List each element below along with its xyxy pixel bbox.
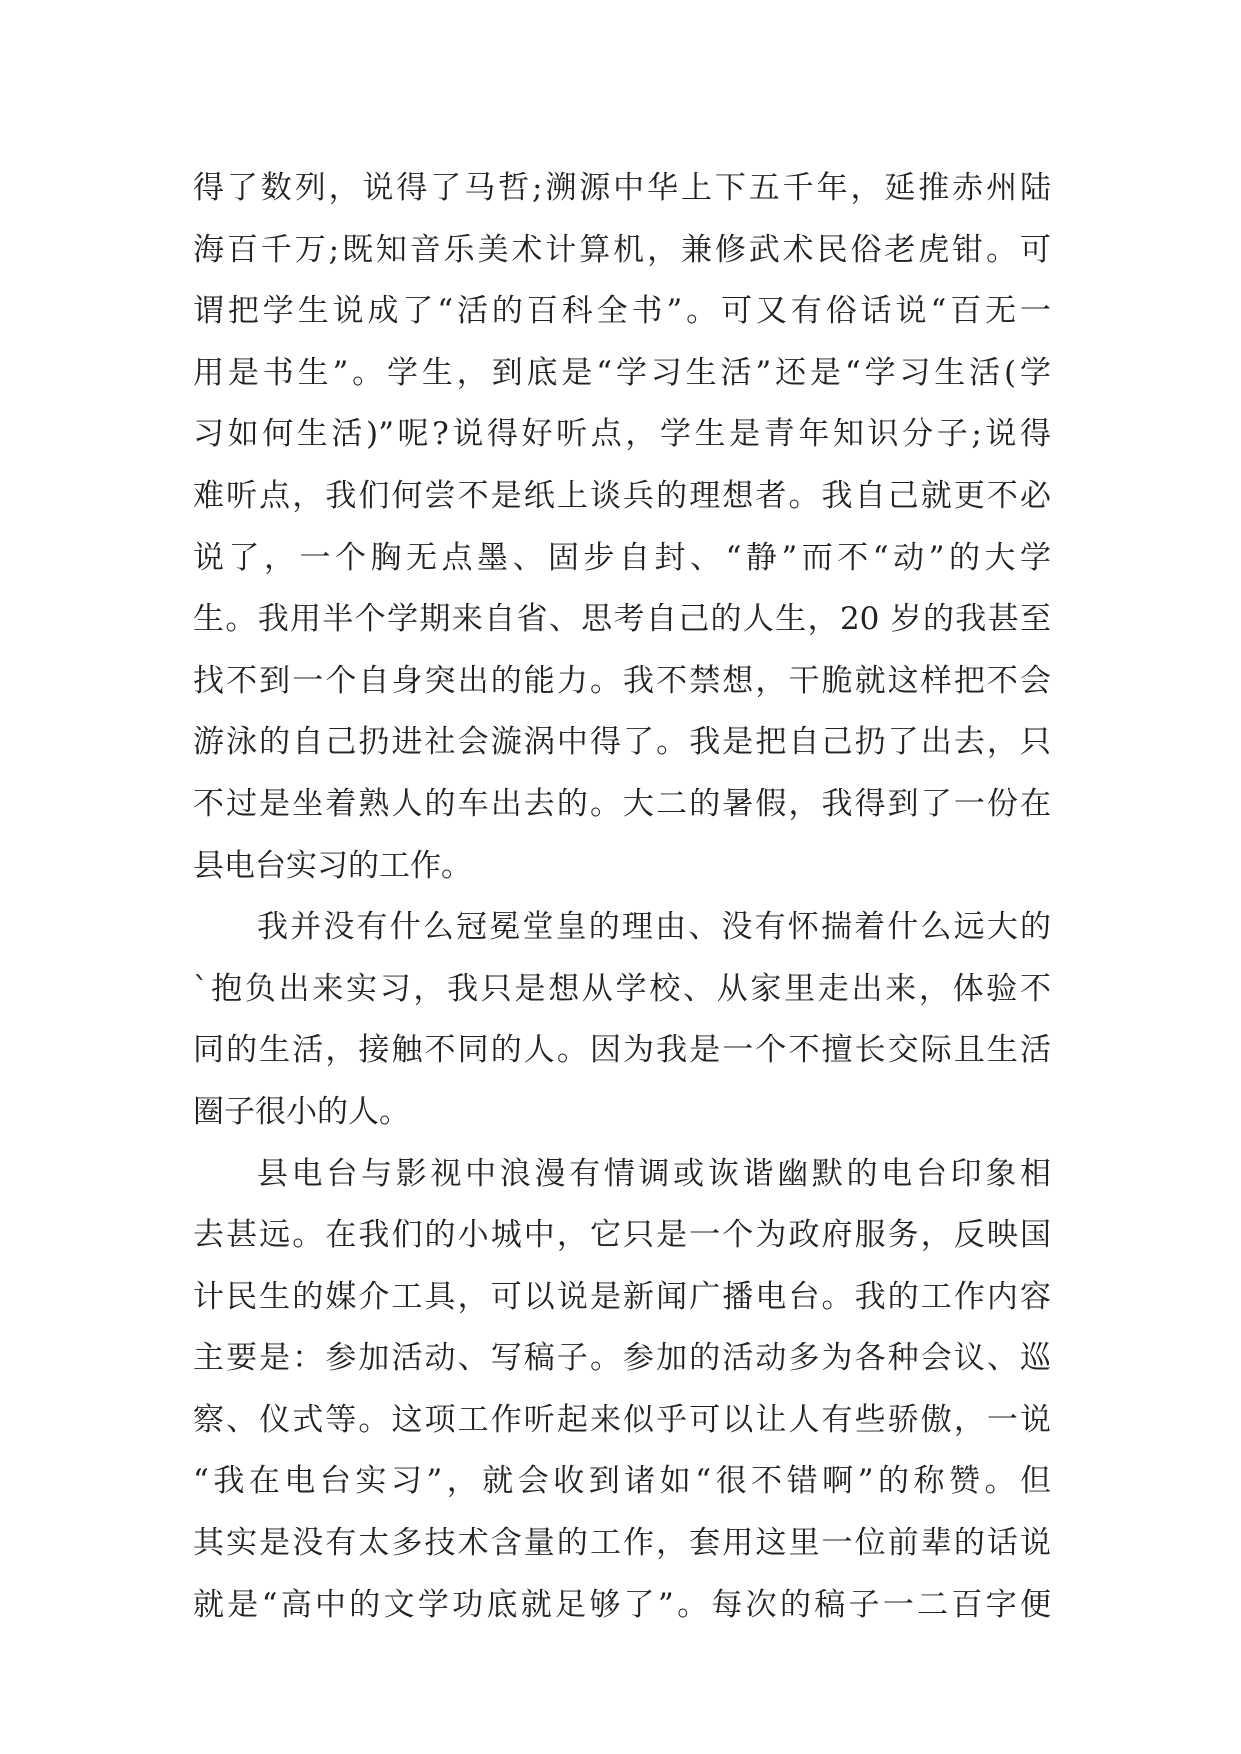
text-line: 县电台实习的工作。	[193, 847, 472, 884]
document-body	[193, 158, 1051, 1636]
text-line: 察、仪式等。这项工作听起来似乎可以让人有些骄傲，一说	[193, 1401, 1051, 1438]
text-line: 谓把学生说成了“活的百科全书”。可又有俗话说“百无一	[193, 293, 1051, 330]
text-line: 圈子很小的人。	[193, 1093, 410, 1130]
paragraph-3	[193, 1144, 1051, 1637]
text-line: 计民生的媒介工具，可以说是新闻广播电台。我的工作内容	[193, 1278, 1051, 1315]
text-line: 海百千万;既知音乐美术计算机，兼修武术民俗老虎钳。可	[193, 231, 1051, 268]
text-line: “我在电台实习”，就会收到诸如“很不错啊”的称赞。但	[193, 1463, 1051, 1500]
text-line: 游泳的自己扔进社会漩涡中得了。我是把自己扔了出去，只	[193, 724, 1051, 761]
text-line: 习如何生活)”呢?说得好听点，学生是青年知识分子;说得	[193, 416, 1051, 453]
text-line: 同的生活，接触不同的人。因为我是一个不擅长交际且生活	[193, 1032, 1051, 1069]
text-line: `抱负出来实习，我只是想从学校、从家里走出来，体验不	[193, 970, 1051, 1007]
text-line: 就是“高中的文学功底就足够了”。每次的稿子一二百字便	[193, 1586, 1051, 1623]
text-line: 说了，一个胸无点墨、固步自封、“静”而不“动”的大学	[193, 539, 1051, 576]
text-line: 难听点，我们何尝不是纸上谈兵的理想者。我自己就更不必	[193, 477, 1051, 514]
text-line: 用是书生”。学生，到底是“学习生活”还是“学习生活(学	[193, 354, 1051, 391]
text-line: 主要是：参加活动、写稿子。参加的活动多为各种会议、巡	[193, 1340, 1051, 1377]
text-line: 得了数列，说得了马哲;溯源中华上下五千年，延推赤州陆	[193, 170, 1051, 206]
text-line: 不过是坐着熟人的车出去的。大二的暑假，我得到了一份在	[193, 785, 1051, 822]
text-line: 去甚远。在我们的小城中，它只是一个为政府服务，反映国	[193, 1217, 1051, 1254]
text-line: 找不到一个自身突出的能力。我不禁想，干脆就这样把不会	[193, 662, 1051, 699]
text-line: 我并没有什么冠冕堂皇的理由、没有怀揣着什么远大的	[257, 909, 1051, 946]
text-line: 生。我用半个学期来自省、思考自己的人生，20 岁的我甚至	[193, 601, 1051, 638]
paragraph-2	[193, 897, 1051, 1143]
paragraph-1	[193, 158, 1051, 897]
text-line: 其实是没有太多技术含量的工作，套用这里一位前辈的话说	[193, 1525, 1051, 1562]
text-line: 县电台与影视中浪漫有情调或诙谐幽默的电台印象相	[257, 1155, 1051, 1192]
